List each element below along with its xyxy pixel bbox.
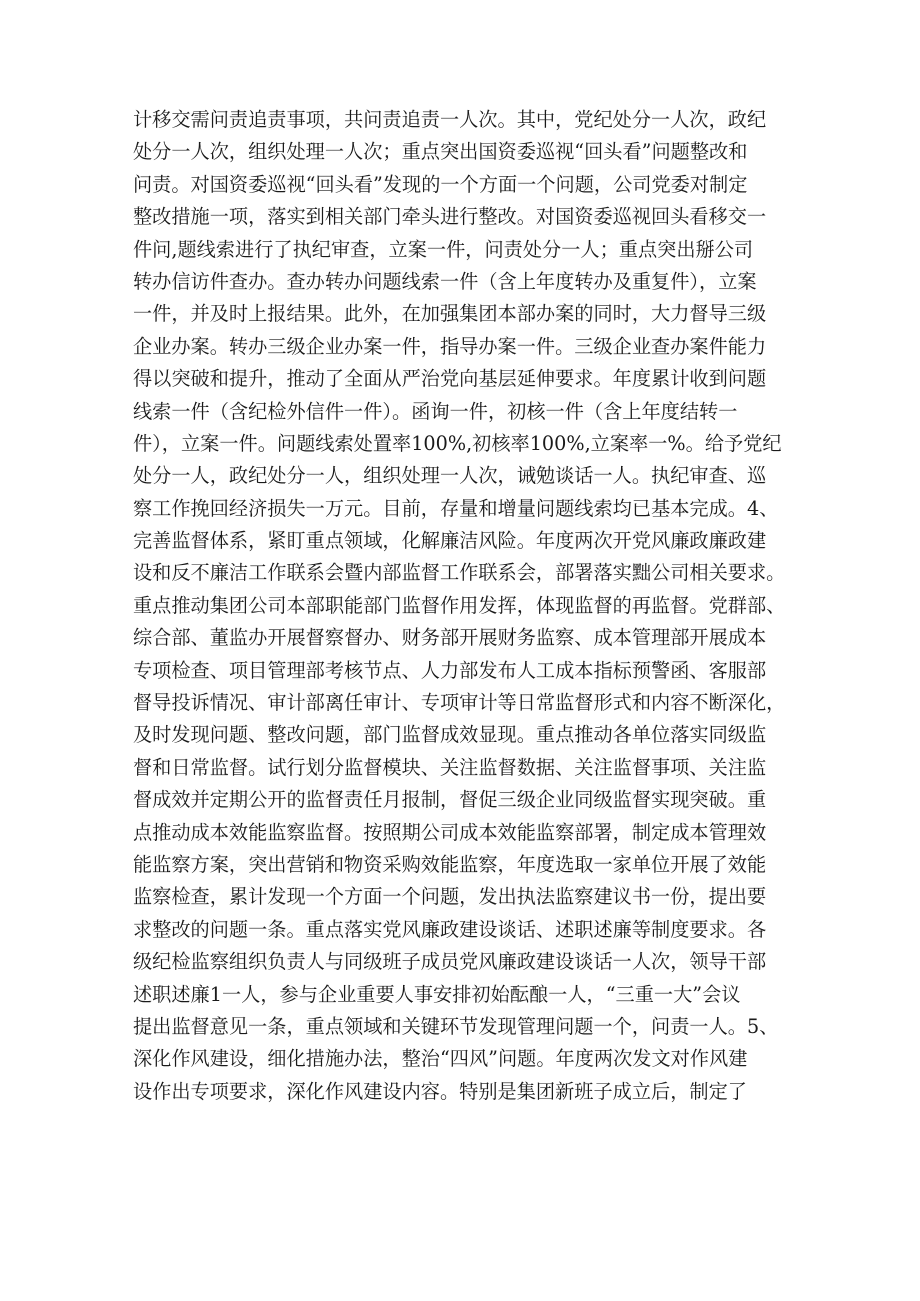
text-line: 处分一人，政纪处分一人，组织处理一人次，诫勉谈话一人。执纪审查、巡 [133, 464, 767, 488]
text-line: 件问,题线索进行了执纪审查，立案一件，问责处分一人；重点突出掰公司 [133, 237, 754, 261]
text-line: 线索一件（含纪检外信件一件）。函询一件，初核一件（含上年度结转一 [133, 399, 738, 423]
text-line: 整改措施一项，落实到相关部门牵头进行整改。对国资委巡视回头看移交一 [133, 205, 767, 229]
text-line: 一件，并及时上报结果。此外，在加强集团本部办案的同时，大力督导三级 [133, 302, 767, 326]
text-line: 专项检查、项目管理部考核节点、人力部发布人工成本指标预警函、客服部 [133, 658, 767, 682]
text-line: 得以突破和提升，推动了全面从严治党向基层延伸要求。年度累计收到问题 [133, 367, 767, 391]
text-line: 能监察方案，突出营销和物资采购效能监察，年度选取一家单位开展了效能 [133, 852, 767, 876]
text-line: 级纪检监察组织负责人与同级班子成员党风廉政建设谈话一人次，领导干部 [133, 950, 767, 974]
text-line: 督和日常监督。试行划分监督模块、关注监督数据、关注监督事项、关注监 [133, 755, 767, 779]
text-line: 督导投诉情况、审计部离任审计、专项审计等日常监督形式和内容不断深化， [133, 691, 786, 715]
text-line: 监察检查，累计发现一个方面一个问题，发出执法监察建议书一份，提出要 [133, 885, 767, 909]
text-line: 完善监督体系，紧盯重点领域，化解廉洁风险。年度两次开党风廉政廉政建 [133, 529, 767, 553]
text-line: 件），立案一件。问题线索处置率100%,初核率100%,立案率一%。给予党纪 [133, 431, 782, 455]
text-line: 提出监督意见一条，重点领域和关键环节发现管理问题一个，问责一人。5、 [133, 1014, 779, 1038]
text-line: 计移交需问责追责事项，共问责追责一人次。其中，党纪处分一人次，政纪 [133, 108, 767, 131]
text-line: 转办信访件查办。查办转办问题线索一件（含上年度转办及重复件），立案 [133, 269, 757, 293]
text-line: 察工作挽回经济损失一万元。目前，存量和增量问题线索均已基本完成。4、 [133, 496, 779, 520]
text-line: 设作出专项要求，深化作风建设内容。特别是集团新班子成立后，制定了 [133, 1079, 747, 1103]
text-line: 综合部、董监办开展督察督办、财务部开展财务监察、成本管理部开展成本 [133, 626, 767, 650]
text-line: 述职述廉1一人，参与企业重要人事安排初始酝酿一人，“三重一大”会议 [133, 982, 741, 1006]
text-line: 点推动成本效能监察监督。按照期公司成本效能监察部署，制定成本管理效 [133, 820, 767, 844]
body-text [133, 104, 803, 1108]
text-line: 重点推动集团公司本部职能部门监督作用发挥，体现监督的再监督。党群部、 [133, 593, 786, 617]
text-line: 求整改的问题一条。重点落实党风廉政建设谈话、述职述廉等制度要求。各 [133, 917, 767, 941]
text-line: 企业办案。转办三级企业办案一件，指导办案一件。三级企业查办案件能力 [133, 334, 767, 358]
text-line: 设和反不廉洁工作联系会暨内部监督工作联系会，部署落实黜公司相关要求。 [133, 561, 786, 585]
text-line: 问责。对国资委巡视“回头看”发现的一个方面一个问题，公司党委对制定 [133, 172, 748, 196]
text-line: 督成效并定期公开的监督责任月报制，督促三级企业同级监督实现突破。重 [133, 788, 767, 812]
text-line: 及时发现问题、整改问题，部门监督成效显现。重点推动各单位落实同级监 [133, 723, 767, 747]
text-line: 处分一人次，组织处理一人次；重点突出国资委巡视“回头看”问题整改和 [133, 140, 748, 164]
text-line: 深化作风建设，细化措施办法，整治“四风”问题。年度两次发文对作风建 [133, 1047, 748, 1071]
